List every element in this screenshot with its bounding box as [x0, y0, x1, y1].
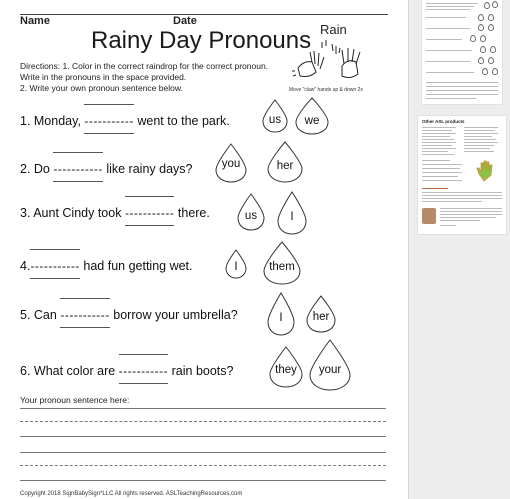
answer-blank-4[interactable]: -----------: [30, 259, 79, 273]
answer-blank-1[interactable]: -----------: [84, 114, 133, 128]
rain-sign-hands-icon: [292, 38, 376, 91]
question-2: [20, 162, 192, 176]
question-3-after: there.: [177, 206, 210, 220]
question-2-after: like rainy days?: [106, 162, 193, 176]
raindrop-choice[interactable]: her: [267, 141, 303, 183]
answer-blank-6[interactable]: -----------: [119, 364, 168, 378]
page-thumbnails-panel[interactable]: [408, 0, 510, 499]
question-2-before: 2. Do: [20, 162, 50, 176]
question-6-before: 6. What color are: [20, 364, 116, 378]
raindrop-choice[interactable]: us: [262, 99, 288, 133]
writing-line-top: [20, 408, 386, 409]
page-thumbnail-1[interactable]: [422, 0, 502, 104]
directions-line-1: Directions: 1. Color in the correct raindrop for the correct pronoun.: [20, 61, 269, 71]
raindrop-choice[interactable]: they: [269, 346, 303, 388]
writing-line-base[interactable]: [20, 436, 386, 437]
answer-blank-5[interactable]: -----------: [60, 308, 109, 322]
rain-sign-label: Rain: [320, 22, 347, 37]
writing-line-mid: [20, 421, 386, 422]
directions: [20, 61, 268, 94]
sign-note: Move "claw" hands up & down 2x: [289, 87, 363, 93]
question-6-after: rain boots?: [171, 364, 234, 378]
question-3: [20, 206, 210, 220]
question-3-before: 3. Aunt Cindy took: [20, 206, 122, 220]
raindrop-choice[interactable]: I: [225, 249, 247, 279]
question-1-after: went to the park.: [137, 114, 230, 128]
page-thumbnail-2[interactable]: [418, 116, 506, 234]
directions-line-3: 2. Write your own pronoun sentence below.: [20, 83, 183, 93]
raindrop-choice[interactable]: your: [309, 339, 351, 391]
writing-line-top: [20, 452, 386, 453]
question-6: [20, 364, 233, 378]
question-5-before: 5. Can: [20, 308, 57, 322]
name-label: Name: [20, 15, 50, 27]
answer-blank-2[interactable]: -----------: [53, 162, 102, 176]
raindrop-choice[interactable]: we: [295, 97, 329, 135]
name-date-line: [20, 14, 388, 15]
raindrop-choice[interactable]: you: [215, 143, 247, 183]
question-5-after: borrow your umbrella?: [113, 308, 238, 322]
raindrop-choice[interactable]: I: [277, 191, 307, 235]
question-1: [20, 114, 230, 128]
date-label: Date: [173, 15, 197, 27]
thumbnail-heading: Other ASL products: [422, 119, 465, 124]
raindrop-choice[interactable]: her: [306, 295, 336, 333]
question-4-before: 4.: [20, 259, 31, 273]
raindrop-choice[interactable]: I: [267, 292, 295, 336]
writing-line-base[interactable]: [20, 480, 386, 481]
page-title: Rainy Day Pronouns: [91, 27, 312, 54]
raindrop-choice[interactable]: us: [237, 193, 265, 231]
writing-line-mid: [20, 465, 386, 466]
sentence-label: Your pronoun sentence here:: [20, 395, 130, 405]
question-4-after: had fun getting wet.: [83, 259, 193, 273]
question-5: [20, 308, 238, 322]
copyright-text: Copyright 2018 SignBabySign*LLC All rights reserved. ASLTeachingResources.com: [20, 491, 243, 497]
directions-line-2: Write in the pronouns in the space provided.: [20, 72, 187, 82]
answer-blank-3[interactable]: -----------: [125, 206, 174, 220]
question-1-before: 1. Monday,: [20, 114, 81, 128]
hand-icon: [474, 160, 494, 182]
author-photo: [422, 208, 436, 224]
question-4: [20, 259, 193, 273]
raindrop-choice[interactable]: them: [263, 241, 301, 285]
